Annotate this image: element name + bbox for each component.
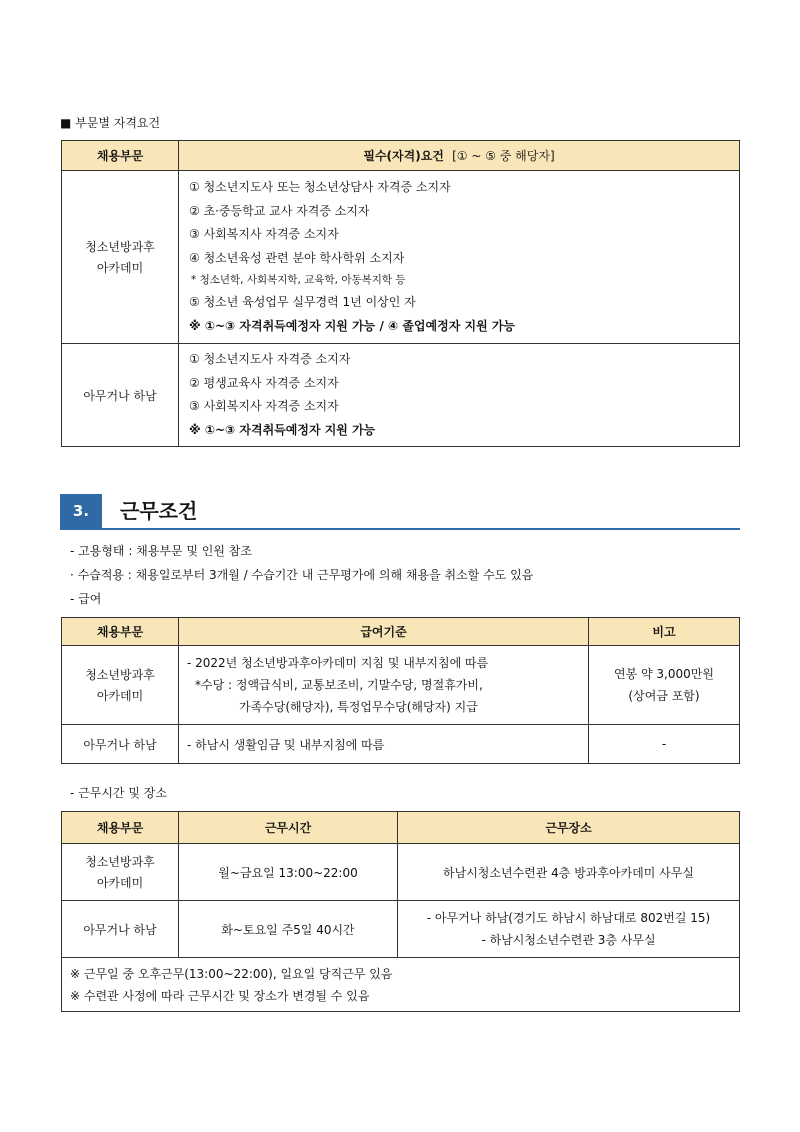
qual-dept-academy <box>62 171 179 344</box>
dept-line: 아카데미 <box>96 261 144 275</box>
condition-probation: · 수습적용 : 채용일로부터 3개월 / 수습기간 내 근무평가에 의해 채용을 취소할 수도 있음 <box>70 568 534 582</box>
dept-line: 청소년방과후 <box>85 668 155 682</box>
qual-req-academy <box>179 171 740 344</box>
dept-line: 아카데미 <box>96 689 144 703</box>
hours-label: - 근무시간 및 장소 <box>70 786 167 800</box>
condition-employment: - 고용형태 : 채용부문 및 인원 참조 <box>70 544 252 558</box>
req-note: ※ ①~③ 자격취득예정자 지원 가능 <box>189 422 376 437</box>
qual-req-hanam <box>179 344 740 447</box>
req-item: ② 평생교육사 자격증 소지자 <box>189 375 339 390</box>
hours-col-time: 근무시간 <box>179 812 398 844</box>
section-heading <box>60 494 740 530</box>
condition-salary-label: - 급여 <box>70 592 102 606</box>
footnote: ※ 근무일 중 오후근무(13:00~22:00), 일요일 당직근무 있음 <box>70 966 393 981</box>
qual-col-req <box>179 141 740 171</box>
note-line: 연봉 약 3,000만원 <box>614 667 714 681</box>
dept-line: 청소년방과후 <box>85 240 155 254</box>
dept-line: 아카데미 <box>96 876 144 890</box>
hours-dept-hanam: 아무거나 하남 <box>62 901 179 958</box>
salary-basis-hanam: - 하남시 생활임금 및 내부지침에 따름 <box>179 725 589 764</box>
basis-line: 가족수당(해당자), 특정업무수당(해당자) 지급 <box>239 700 478 714</box>
salary-dept-academy <box>62 646 179 725</box>
req-item: ① 청소년지도사 자격증 소지자 <box>189 352 351 366</box>
qual-col-dept: 채용부문 <box>62 141 179 171</box>
salary-basis-academy <box>179 646 589 725</box>
place-line: - 하남시청소년수련관 3층 사무실 <box>481 933 656 947</box>
salary-col-dept: 채용부문 <box>62 618 179 646</box>
salary-note-hanam: - <box>589 725 740 764</box>
dept-line: 청소년방과후 <box>85 855 155 869</box>
hours-time-academy: 월~금요일 13:00~22:00 <box>179 844 398 901</box>
section-title: 근무조건 <box>120 499 198 523</box>
qual-col-req-note: [① ~ ⑤ 중 해당자] <box>452 149 555 163</box>
hours-table <box>61 811 740 1012</box>
footnote: ※ 수련관 사정에 따라 근무시간 및 장소가 변경될 수 있음 <box>70 988 370 1003</box>
req-item: ② 초·중등학교 교사 자격증 소지자 <box>189 203 370 218</box>
hours-col-dept: 채용부문 <box>62 812 179 844</box>
qual-heading: ■ 부문별 자격요건 <box>60 116 161 130</box>
req-item: ③ 사회복지사 자격증 소지자 <box>189 227 339 241</box>
basis-line: - 2022년 청소년방과후아카데미 지침 및 내부지침에 따름 <box>187 656 489 670</box>
hours-col-place: 근무장소 <box>398 812 740 844</box>
section-divider <box>60 528 740 530</box>
salary-table <box>61 617 740 764</box>
section-number: 3. <box>60 494 102 528</box>
hours-footnotes <box>62 958 740 1012</box>
hours-time-hanam: 화~토요일 주5일 40시간 <box>179 901 398 958</box>
qual-col-req-label: 필수(자격)요건 <box>363 149 444 163</box>
place-line: - 아무거나 하남(경기도 하남시 하남대로 802번길 15) <box>426 911 711 925</box>
req-item: ③ 사회복지사 자격증 소지자 <box>189 399 339 413</box>
salary-col-note: 비고 <box>589 618 740 646</box>
salary-note-academy <box>589 646 740 725</box>
hours-dept-academy <box>62 844 179 901</box>
req-item: ④ 청소년육성 관련 분야 학사학위 소지자 <box>189 250 405 265</box>
req-item: ⑤ 청소년 육성업무 실무경력 1년 이상인 자 <box>189 295 416 309</box>
basis-line: *수당 : 정액급식비, 교통보조비, 기말수당, 명절휴가비, <box>195 678 483 692</box>
salary-dept-hanam: 아무거나 하남 <box>62 725 179 764</box>
hours-place-academy: 하남시청소년수련관 4층 방과후아카데미 사무실 <box>398 844 740 901</box>
req-item: ① 청소년지도사 또는 청소년상담사 자격증 소지자 <box>189 180 451 194</box>
note-line: (상여금 포함) <box>628 689 700 703</box>
req-subnote: * 청소년학, 사회복지학, 교육학, 아동복지학 등 <box>191 274 406 286</box>
salary-col-basis: 급여기준 <box>179 618 589 646</box>
qualification-table <box>61 140 740 447</box>
qual-dept-hanam: 아무거나 하남 <box>62 344 179 447</box>
hours-place-hanam <box>398 901 740 958</box>
req-note: ※ ①~③ 자격취득예정자 지원 가능 / ④ 졸업예정자 지원 가능 <box>189 318 516 333</box>
